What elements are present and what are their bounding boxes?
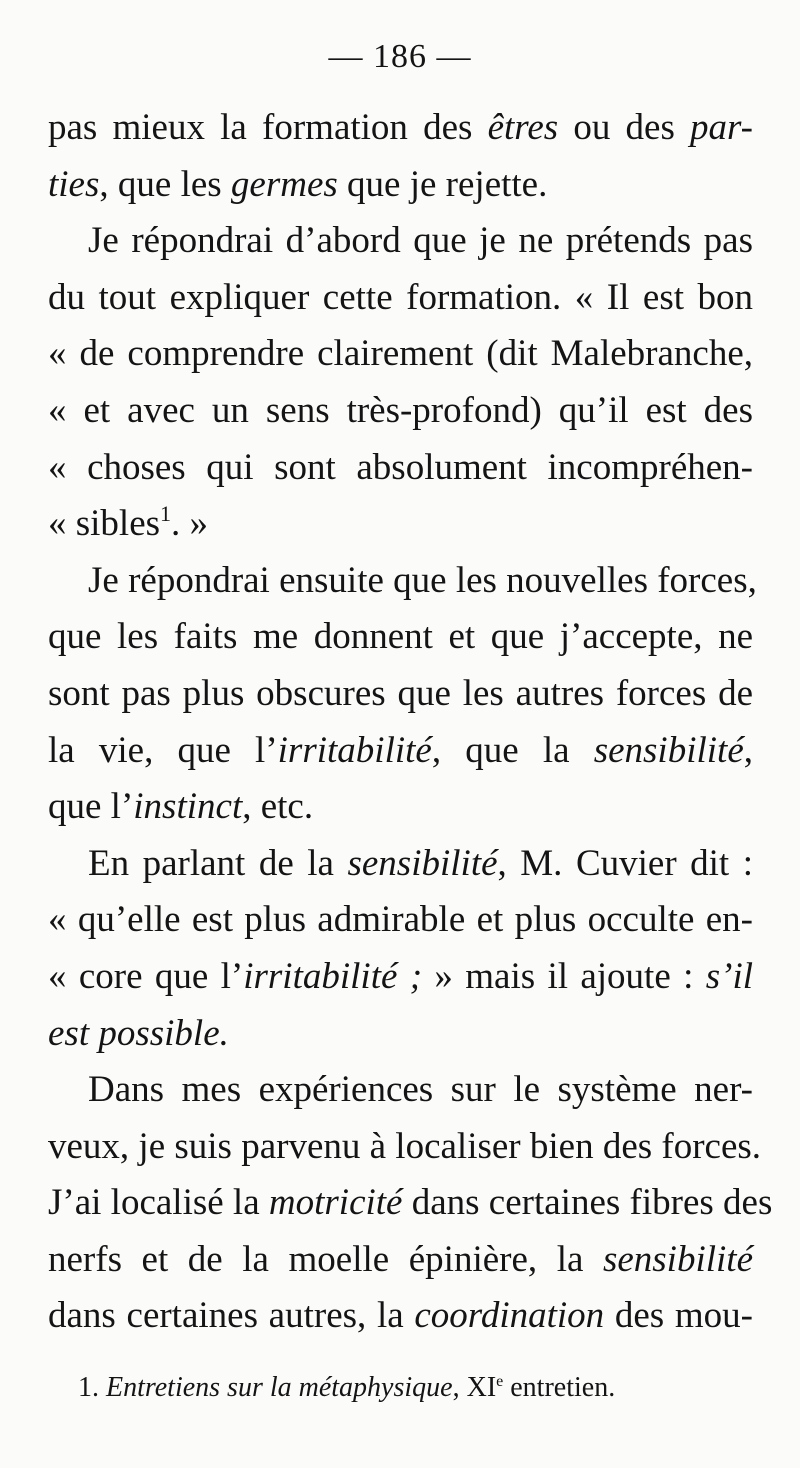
text-line — [48, 949, 753, 1006]
text-run: Dans mes expériences sur le système ner- — [88, 1069, 753, 1111]
page-number: — 186 — — [328, 38, 472, 75]
text-line — [48, 496, 753, 553]
italic-text: sensibilité — [602, 1238, 753, 1280]
text-run: J’ai localisé la — [48, 1182, 269, 1224]
text-line — [48, 609, 753, 666]
text-run: sont pas plus obscures que les autres forces de — [48, 672, 753, 714]
footnote-ref: 1 — [160, 501, 172, 527]
text-line — [48, 1232, 753, 1289]
text-run: « et avec un sens très-profond) qu’il est des — [48, 389, 753, 431]
text-run: « core que l’ — [48, 955, 244, 997]
text-line — [48, 270, 753, 327]
text-run: du tout expliquer cette formation. « Il est bon — [48, 276, 753, 318]
text-run: , que la — [431, 729, 594, 771]
text-run: des mou- — [604, 1295, 753, 1337]
text-line — [48, 723, 753, 780]
text-line — [48, 213, 753, 270]
text-run: , M. Cuvier dit : — [497, 842, 753, 884]
italic-text: par- — [690, 107, 753, 148]
text-run: pas mieux la formation des — [48, 107, 488, 148]
italic-text: instinct — [133, 786, 243, 828]
italic-text: irritabilité ; — [243, 955, 423, 997]
text-line — [48, 1288, 753, 1345]
text-run: , — [743, 729, 753, 771]
text-line — [48, 779, 753, 836]
italic-text: s’il — [705, 955, 754, 997]
text-line — [48, 440, 753, 497]
text-run: que les faits me donnent et que j’accepte, ne — [48, 616, 753, 658]
text-line — [48, 892, 753, 949]
text-run: . » — [171, 503, 209, 545]
footnote: 1. Entretiens sur la métaphysique, XIe entretien. — [78, 1372, 616, 1403]
italic-text: motricité — [268, 1182, 403, 1224]
footnote-number: 1 — [78, 1372, 92, 1403]
text-line — [48, 383, 753, 440]
text-run: dans certaines fibres des — [402, 1182, 773, 1224]
text-line — [48, 1006, 753, 1063]
text-line — [48, 157, 753, 214]
text-run: la vie, que l’ — [48, 729, 278, 771]
italic-text: germes — [230, 163, 338, 205]
text-run: « sibles — [48, 503, 161, 545]
text-run: , etc. — [242, 786, 314, 828]
italic-text: ties — [48, 163, 100, 205]
body-text — [48, 100, 773, 1345]
text-line — [48, 1119, 762, 1176]
text-run: ou des — [558, 107, 691, 148]
text-run: » mais il ajoute : — [422, 955, 706, 997]
text-line — [48, 326, 753, 383]
text-run: , que les — [99, 163, 231, 205]
text-run: Je répondrai ensuite que les nouvelles forces, — [88, 559, 757, 601]
footnote-title: Entretiens sur la métaphysique — [106, 1372, 453, 1403]
text-run: que l’ — [48, 786, 134, 828]
text-run: que je rejette. — [337, 163, 548, 205]
text-run: « qu’elle est plus admirable et plus occulte en- — [48, 899, 753, 941]
text-run: Je répondrai d’abord que je ne prétends pas — [88, 220, 753, 262]
text-run: En parlant de la — [88, 842, 348, 884]
text-line — [48, 666, 753, 723]
text-line — [48, 1175, 773, 1232]
text-line — [48, 553, 757, 610]
text-line — [48, 836, 753, 893]
italic-text: sensibilité — [593, 729, 744, 771]
text-run: veux, je suis parvenu à localiser bien des forces. — [48, 1125, 762, 1167]
italic-text: sensibilité — [347, 842, 498, 884]
text-line — [48, 100, 753, 157]
italic-text: est possible. — [48, 1012, 229, 1054]
footnote-numeral: XI — [466, 1372, 497, 1403]
italic-text: êtres — [487, 107, 559, 148]
italic-text: irritabilité — [277, 729, 432, 771]
italic-text: coordination — [414, 1295, 605, 1337]
text-run: nerfs et de la moelle épinière, la — [48, 1238, 603, 1280]
text-line — [48, 1062, 753, 1119]
text-run: « choses qui sont absolument incompréhen- — [48, 446, 753, 488]
footnote-rest: entretien. — [503, 1372, 616, 1403]
text-run: « de comprendre clairement (dit Malebranche, — [48, 333, 753, 375]
text-run: dans certaines autres, la — [48, 1295, 415, 1337]
